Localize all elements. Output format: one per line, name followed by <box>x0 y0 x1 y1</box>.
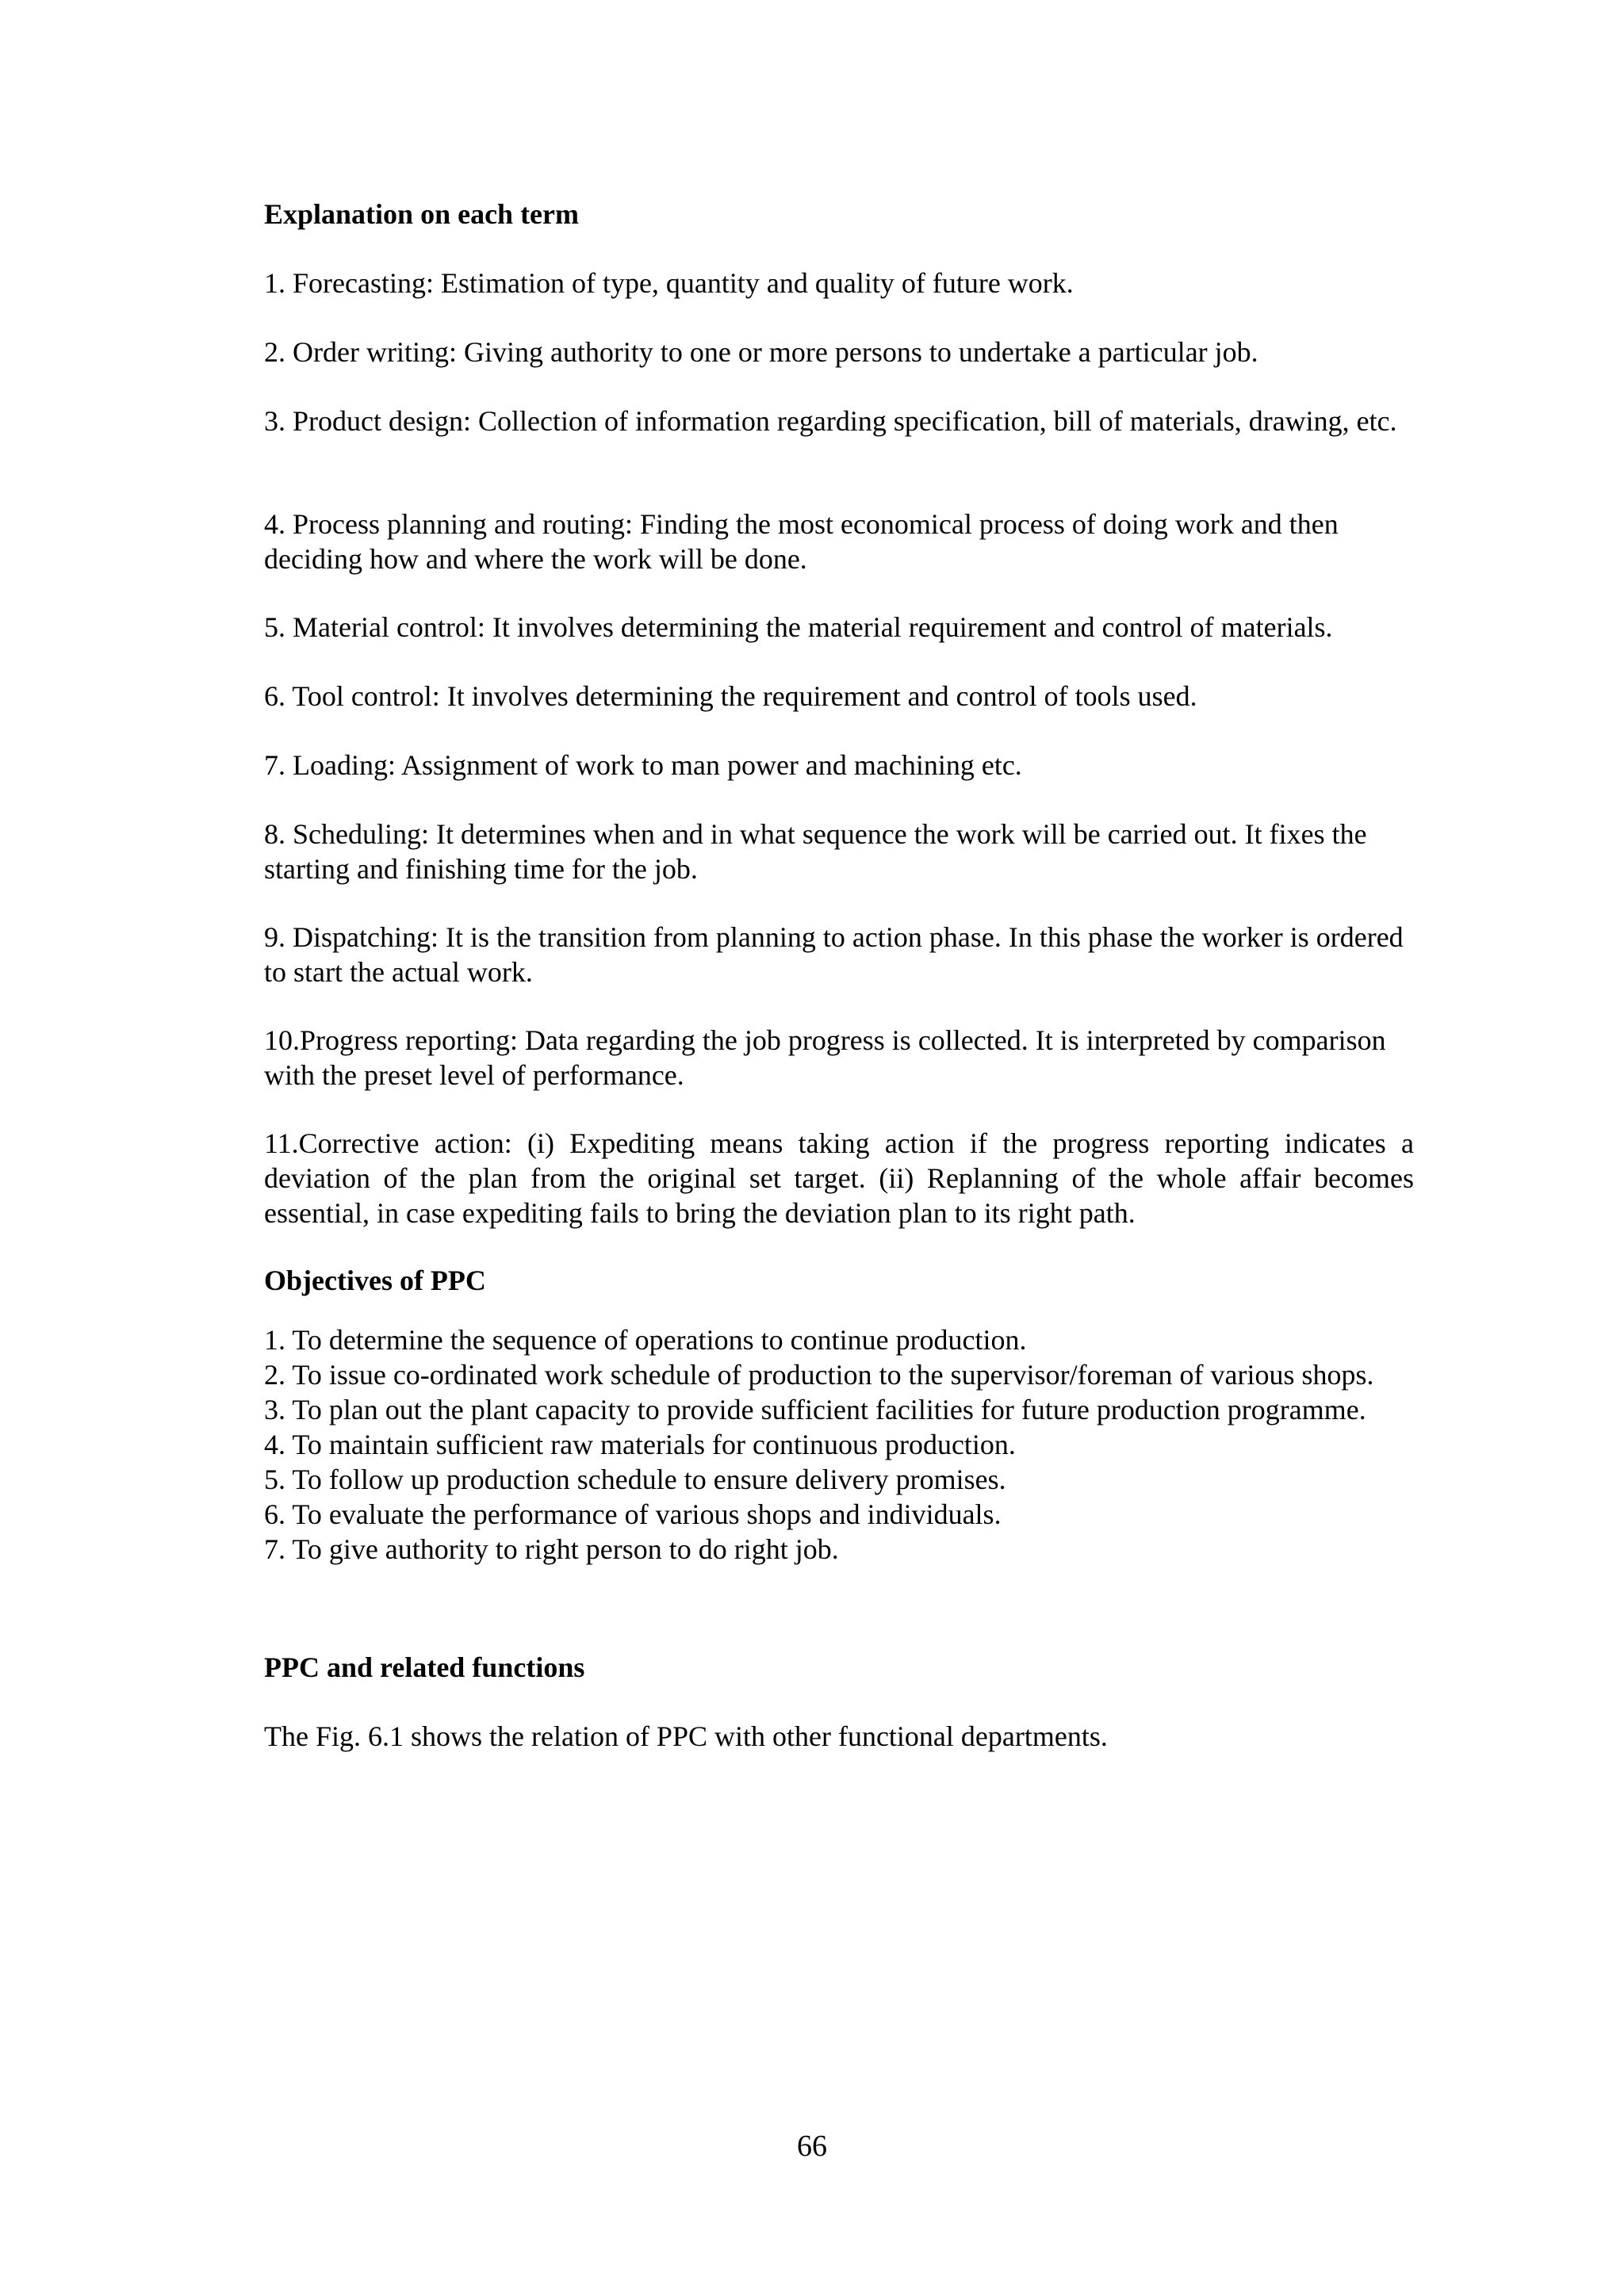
list-item: 2. To issue co-ordinated work schedule of production to the supervisor/foreman of various shops. <box>264 1359 1374 1391</box>
list-item: 3. To plan out the plant capacity to provide sufficient facilities for future production programme. <box>264 1394 1366 1425</box>
term-item-material-control: 5. Material control: It involves determining the material requirement and control of materials. <box>264 611 1333 643</box>
list-item: 7. To give authority to right person to do right job. <box>264 1533 839 1565</box>
section-heading-objectives: Objectives of PPC <box>264 1265 486 1296</box>
section-heading-explanation: Explanation on each term <box>264 198 580 230</box>
page-number: 66 <box>797 2130 827 2163</box>
term-item-forecasting: 1. Forecasting: Estimation of type, quantity and quality of future work. <box>264 267 1074 299</box>
term-item-scheduling: 8. Scheduling: It determines when and in what sequence the work will be carried out. It fixes the starting and finishing time for the job. <box>264 818 1367 885</box>
term-item-product-design: 3. Product design: Collection of information regarding specification, bill of materials, drawing, etc. <box>264 405 1397 437</box>
term-item-order-writing: 2. Order writing: Giving authority to one or more persons to undertake a particular job. <box>264 336 1258 368</box>
term-item-dispatching: 9. Dispatching: It is the transition from planning to action phase. In this phase the worker is ordered to start the actual work. <box>264 921 1404 988</box>
list-item: 6. To evaluate the performance of various shops and individuals. <box>264 1498 1002 1530</box>
term-item-corrective-action: 11.Corrective action: (i) Expediting means taking action if the progress reporting indicates a deviation of the plan from the original set target. (ii) Replanning of the whole affair becomes essential, in case expediting fails to bring the deviation plan to its right path. <box>264 1127 1414 1229</box>
ppc-related-text: The Fig. 6.1 shows the relation of PPC with other functional departments. <box>264 1720 1108 1752</box>
term-item-progress-reporting: 10.Progress reporting: Data regarding the job progress is collected. It is interpreted by comparison with the preset level of performance. <box>264 1024 1386 1091</box>
term-item-loading: 7. Loading: Assignment of work to man power and machining etc. <box>264 749 1022 781</box>
objectives-list <box>264 1322 1414 1567</box>
list-item: 4. To maintain sufficient raw materials for continuous production. <box>264 1429 1016 1460</box>
list-item: 5. To follow up production schedule to ensure delivery promises. <box>264 1464 1006 1495</box>
term-item-tool-control: 6. Tool control: It involves determining the requirement and control of tools used. <box>264 680 1197 712</box>
section-heading-ppc-related: PPC and related functions <box>264 1651 585 1683</box>
term-item-process-planning: 4. Process planning and routing: Finding the most economical process of doing work and then deciding how and where the work will be done. <box>264 508 1339 575</box>
list-item: 1. To determine the sequence of operations to continue production. <box>264 1324 1027 1356</box>
